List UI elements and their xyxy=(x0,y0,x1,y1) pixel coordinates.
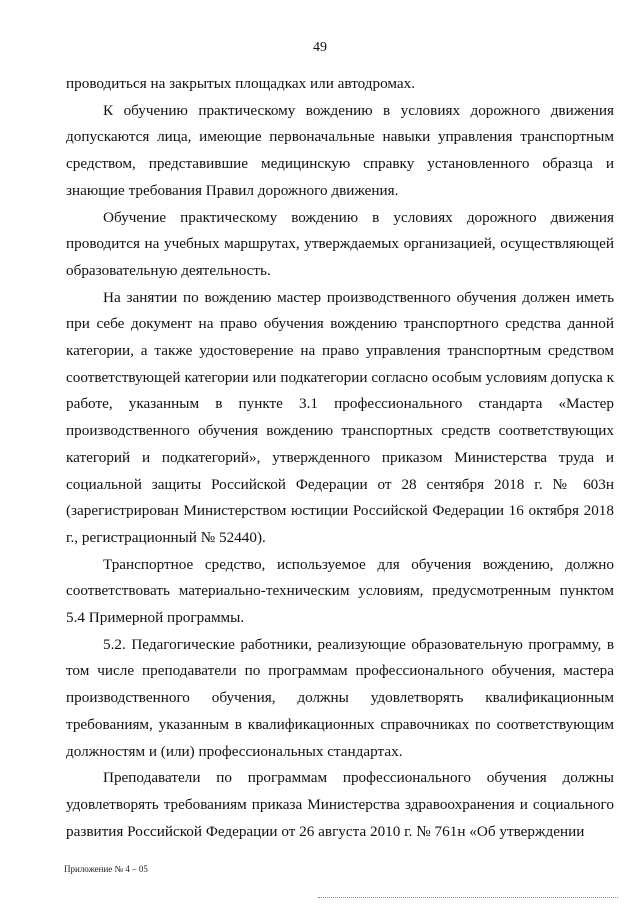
scan-edge-line xyxy=(318,897,618,899)
paragraph-teacher-requirements: Преподаватели по программам профессионального обучения должны удовлетворять требованиям приказа Министерства здравоохранения и социального развития Российской Федерации от 26 августа 2010 г. № 761н «Об утверждении xyxy=(66,769,614,840)
page-number: 49 xyxy=(313,40,327,55)
paragraph-instructor-documents: На занятии по вождению мастер производственного обучения должен иметь при себе документ на право обучения вождению транспортного средства данной категории, а также удостоверение на право управления транспортным средством соответствующей категории или подкатегории согласно особым условиям допуска к работе, указанным в пункте 3.1 профессионального стандарта «Мастер производственного обучения вождению транспортных средств соответствующих категорий и подкатегорий», утвержденного приказом Министерства труда и социальной защиты Российской Федерации от 28 сентября 2018 г. № 603н (зарегистрирован Министерством юстиции Российской Федерации 16 октября 2018 г., регистрационный № 52440). xyxy=(66,288,614,546)
body-text xyxy=(66,71,614,845)
paragraph-section-5-2: 5.2. Педагогические работники, реализующие образовательную программу, в том числе преподаватели по программам профессионального обучения, мастера производственного обучения, должны удовлетворять квалификационным требованиям, указанным в квалификационных справочниках по соответствующим должностям и (или) профессиональных стандартах. xyxy=(66,635,614,760)
paragraph-vehicle-requirements: Транспортное средство, используемое для обучения вождению, должно соответствовать материально-техническим условиям, предусмотренным пунктом 5.4 Примерной программы. xyxy=(66,555,614,627)
paragraph-driving-admission: К обучению практическому вождению в условиях дорожного движения допускаются лица, имеющие первоначальные навыки управления транспортным средством, представившие медицинскую справку установленного образца и знающие требования Правил дорожного движения. xyxy=(66,101,614,199)
paragraph-continuation: проводиться на закрытых площадках или автодромах. xyxy=(66,75,416,92)
paragraph-training-routes: Обучение практическому вождению в условиях дорожного движения проводится на учебных маршрутах, утверждаемых организацией, осуществляющей образовательную деятельность. xyxy=(66,208,614,279)
footer-note: Приложение № 4 – 05 xyxy=(64,864,148,874)
